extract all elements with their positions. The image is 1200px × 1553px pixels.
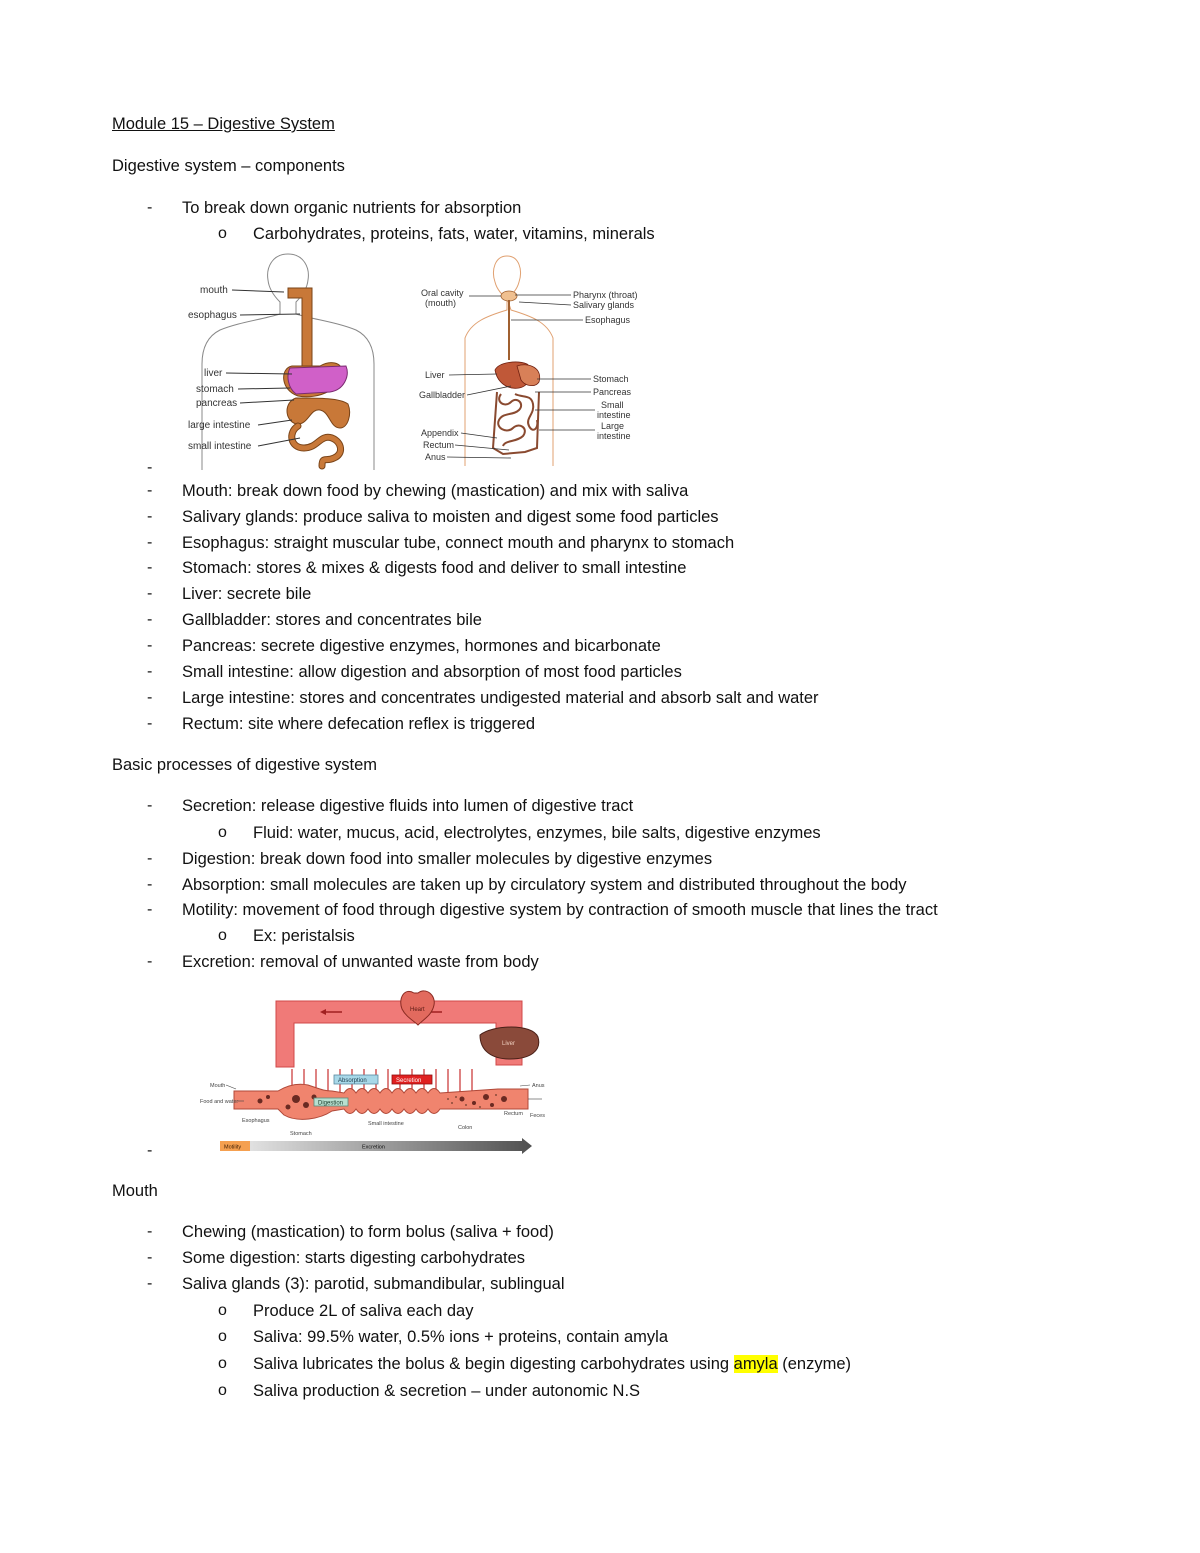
highlighted-term: amyla xyxy=(733,1355,778,1373)
list-item: Rectum: site where defecation reflex is triggered xyxy=(182,715,536,733)
list-item: Absorption: small molecules are taken up by circulatory system and distributed throughout the body xyxy=(182,876,907,894)
dash-bullet: - xyxy=(147,199,153,216)
dash-bullet: - xyxy=(147,715,153,732)
circle-bullet: o xyxy=(218,1328,227,1345)
text-run: (enzyme) xyxy=(777,1355,852,1373)
list-item: Liver: secrete bile xyxy=(182,585,312,603)
figure-label: Liver xyxy=(425,370,445,380)
figure-label: Pancreas xyxy=(593,387,632,397)
liver-label: Liver xyxy=(502,1041,516,1047)
figure-label: Pharynx (throat) xyxy=(573,290,638,300)
figure-label: liver xyxy=(204,368,223,379)
sub-list-item: Saliva production & secretion – under autonomic N.S xyxy=(253,1382,641,1400)
list-item: Pancreas: secrete digestive enzymes, hormones and bicarbonate xyxy=(182,637,661,655)
figure-label: intestine xyxy=(597,410,631,420)
digestive-anatomy-figure xyxy=(180,248,390,470)
text-run: Saliva lubricates the bolus & begin digesting carbohydrates using xyxy=(253,1355,734,1373)
figure-label: small intestine xyxy=(188,441,252,452)
circle-bullet: o xyxy=(218,1355,227,1372)
motility-label: Motility xyxy=(224,1144,242,1151)
section-heading-mouth: Mouth xyxy=(112,1182,158,1200)
circle-bullet: o xyxy=(218,824,227,841)
figure-label: Oral cavity xyxy=(421,288,464,298)
sub-list-item: Produce 2L of saliva each day xyxy=(253,1302,474,1320)
figure-label: stomach xyxy=(196,384,234,395)
dash-bullet: - xyxy=(147,585,153,602)
list-item: Mouth: break down food by chewing (mastication) and mix with saliva xyxy=(182,482,689,500)
figure-label: Stomach xyxy=(593,374,629,384)
dash-bullet: - xyxy=(147,797,153,814)
sub-list-item: Carbohydrates, proteins, fats, water, vitamins, minerals xyxy=(253,225,655,243)
list-item: Stomach: stores & mixes & digests food and deliver to small intestine xyxy=(182,559,687,577)
circle-bullet: o xyxy=(218,225,227,242)
figure-label: Anus xyxy=(425,452,446,462)
dash-bullet: - xyxy=(147,637,153,654)
list-item: Saliva glands (3): parotid, submandibular, sublingual xyxy=(182,1275,565,1293)
figure-label: pancreas xyxy=(196,398,238,409)
absorption-label: Absorption xyxy=(338,1078,367,1084)
figure-label: Small xyxy=(601,400,624,410)
figure-label: intestine xyxy=(597,431,631,441)
list-item: Secretion: release digestive fluids into lumen of digestive tract xyxy=(182,797,634,815)
dash-bullet: - xyxy=(147,663,153,680)
dash-bullet: - xyxy=(147,508,153,525)
figure-label: Gallbladder xyxy=(419,390,466,400)
sub-list-item: Saliva: 99.5% water, 0.5% ions + proteins, contain amyla xyxy=(253,1328,669,1346)
list-item: Some digestion: starts digesting carbohydrates xyxy=(182,1249,526,1267)
secretion-label: Secretion xyxy=(396,1078,422,1084)
small-intestine-label: Small intestine xyxy=(368,1121,404,1127)
rectum-label: Rectum xyxy=(504,1111,523,1117)
list-item: Gallbladder: stores and concentrates bile xyxy=(182,611,482,629)
list-item: To break down organic nutrients for absorption xyxy=(182,199,522,217)
digestion-label: Digestion xyxy=(318,1100,344,1107)
list-item: Motility: movement of food through digestive system by contraction of smooth muscle that lines the tract xyxy=(182,901,938,919)
dash-bullet: - xyxy=(147,901,153,918)
digestive-processes-figure xyxy=(192,985,552,1155)
dash-bullet: - xyxy=(147,1249,153,1266)
figure-label: large intestine xyxy=(188,420,251,431)
colon-label: Colon xyxy=(458,1125,473,1131)
figure-label: Esophagus xyxy=(585,315,631,325)
heart-label: Heart xyxy=(410,1007,425,1013)
dash-bullet: - xyxy=(147,482,153,499)
figure-label: Salivary glands xyxy=(573,300,635,310)
dash-bullet: - xyxy=(147,689,153,706)
dash-bullet: - xyxy=(147,559,153,576)
figure-label: Rectum xyxy=(423,440,455,450)
list-item: Salivary glands: produce saliva to moisten and digest some food particles xyxy=(182,508,719,526)
dash-bullet: - xyxy=(147,534,153,551)
dash-bullet: - xyxy=(147,953,153,970)
dash-bullet: - xyxy=(147,459,153,476)
circle-bullet: o xyxy=(218,1302,227,1319)
esophagus-label: Esophagus xyxy=(242,1118,270,1124)
figure-label: mouth xyxy=(200,285,228,296)
list-item: Excretion: removal of unwanted waste from body xyxy=(182,953,539,971)
sub-list-item: Fluid: water, mucus, acid, electrolytes, enzymes, bile salts, digestive enzymes xyxy=(253,824,821,842)
food-label: Food and water xyxy=(200,1099,239,1105)
list-item: Esophagus: straight muscular tube, connect mouth and pharynx to stomach xyxy=(182,534,735,552)
figure-label: Appendix xyxy=(421,428,459,438)
dash-bullet: - xyxy=(147,1142,153,1159)
section-heading-components: Digestive system – components xyxy=(112,157,345,175)
sub-list-item: Ex: peristalsis xyxy=(253,927,355,945)
figure-label: (mouth) xyxy=(425,298,457,308)
dash-bullet: - xyxy=(147,1275,153,1292)
anus-label: Anus xyxy=(532,1083,545,1089)
mouth-label: Mouth xyxy=(210,1083,226,1089)
dash-bullet: - xyxy=(147,1223,153,1240)
list-item: Chewing (mastication) to form bolus (saliva + food) xyxy=(182,1223,554,1241)
dash-bullet: - xyxy=(147,876,153,893)
page-title: Module 15 – Digestive System xyxy=(112,115,335,133)
list-item: Large intestine: stores and concentrates undigested material and absorb salt and water xyxy=(182,689,819,707)
section-heading-processes: Basic processes of digestive system xyxy=(112,756,378,774)
circle-bullet: o xyxy=(218,1382,227,1399)
figure-label: esophagus xyxy=(188,310,237,321)
sub-list-item xyxy=(253,1354,851,1374)
excretion-label: Excretion xyxy=(362,1144,385,1151)
dash-bullet: - xyxy=(147,850,153,867)
stomach-label: Stomach xyxy=(290,1131,312,1137)
figure-label: Large xyxy=(601,421,625,431)
feces-label: Feces xyxy=(530,1113,545,1119)
list-item: Small intestine: allow digestion and absorption of most food particles xyxy=(182,663,682,681)
digestive-anatomy-figure-detailed xyxy=(415,252,645,466)
dash-bullet: - xyxy=(147,611,153,628)
circle-bullet: o xyxy=(218,927,227,944)
list-item: Digestion: break down food into smaller molecules by digestive enzymes xyxy=(182,850,713,868)
